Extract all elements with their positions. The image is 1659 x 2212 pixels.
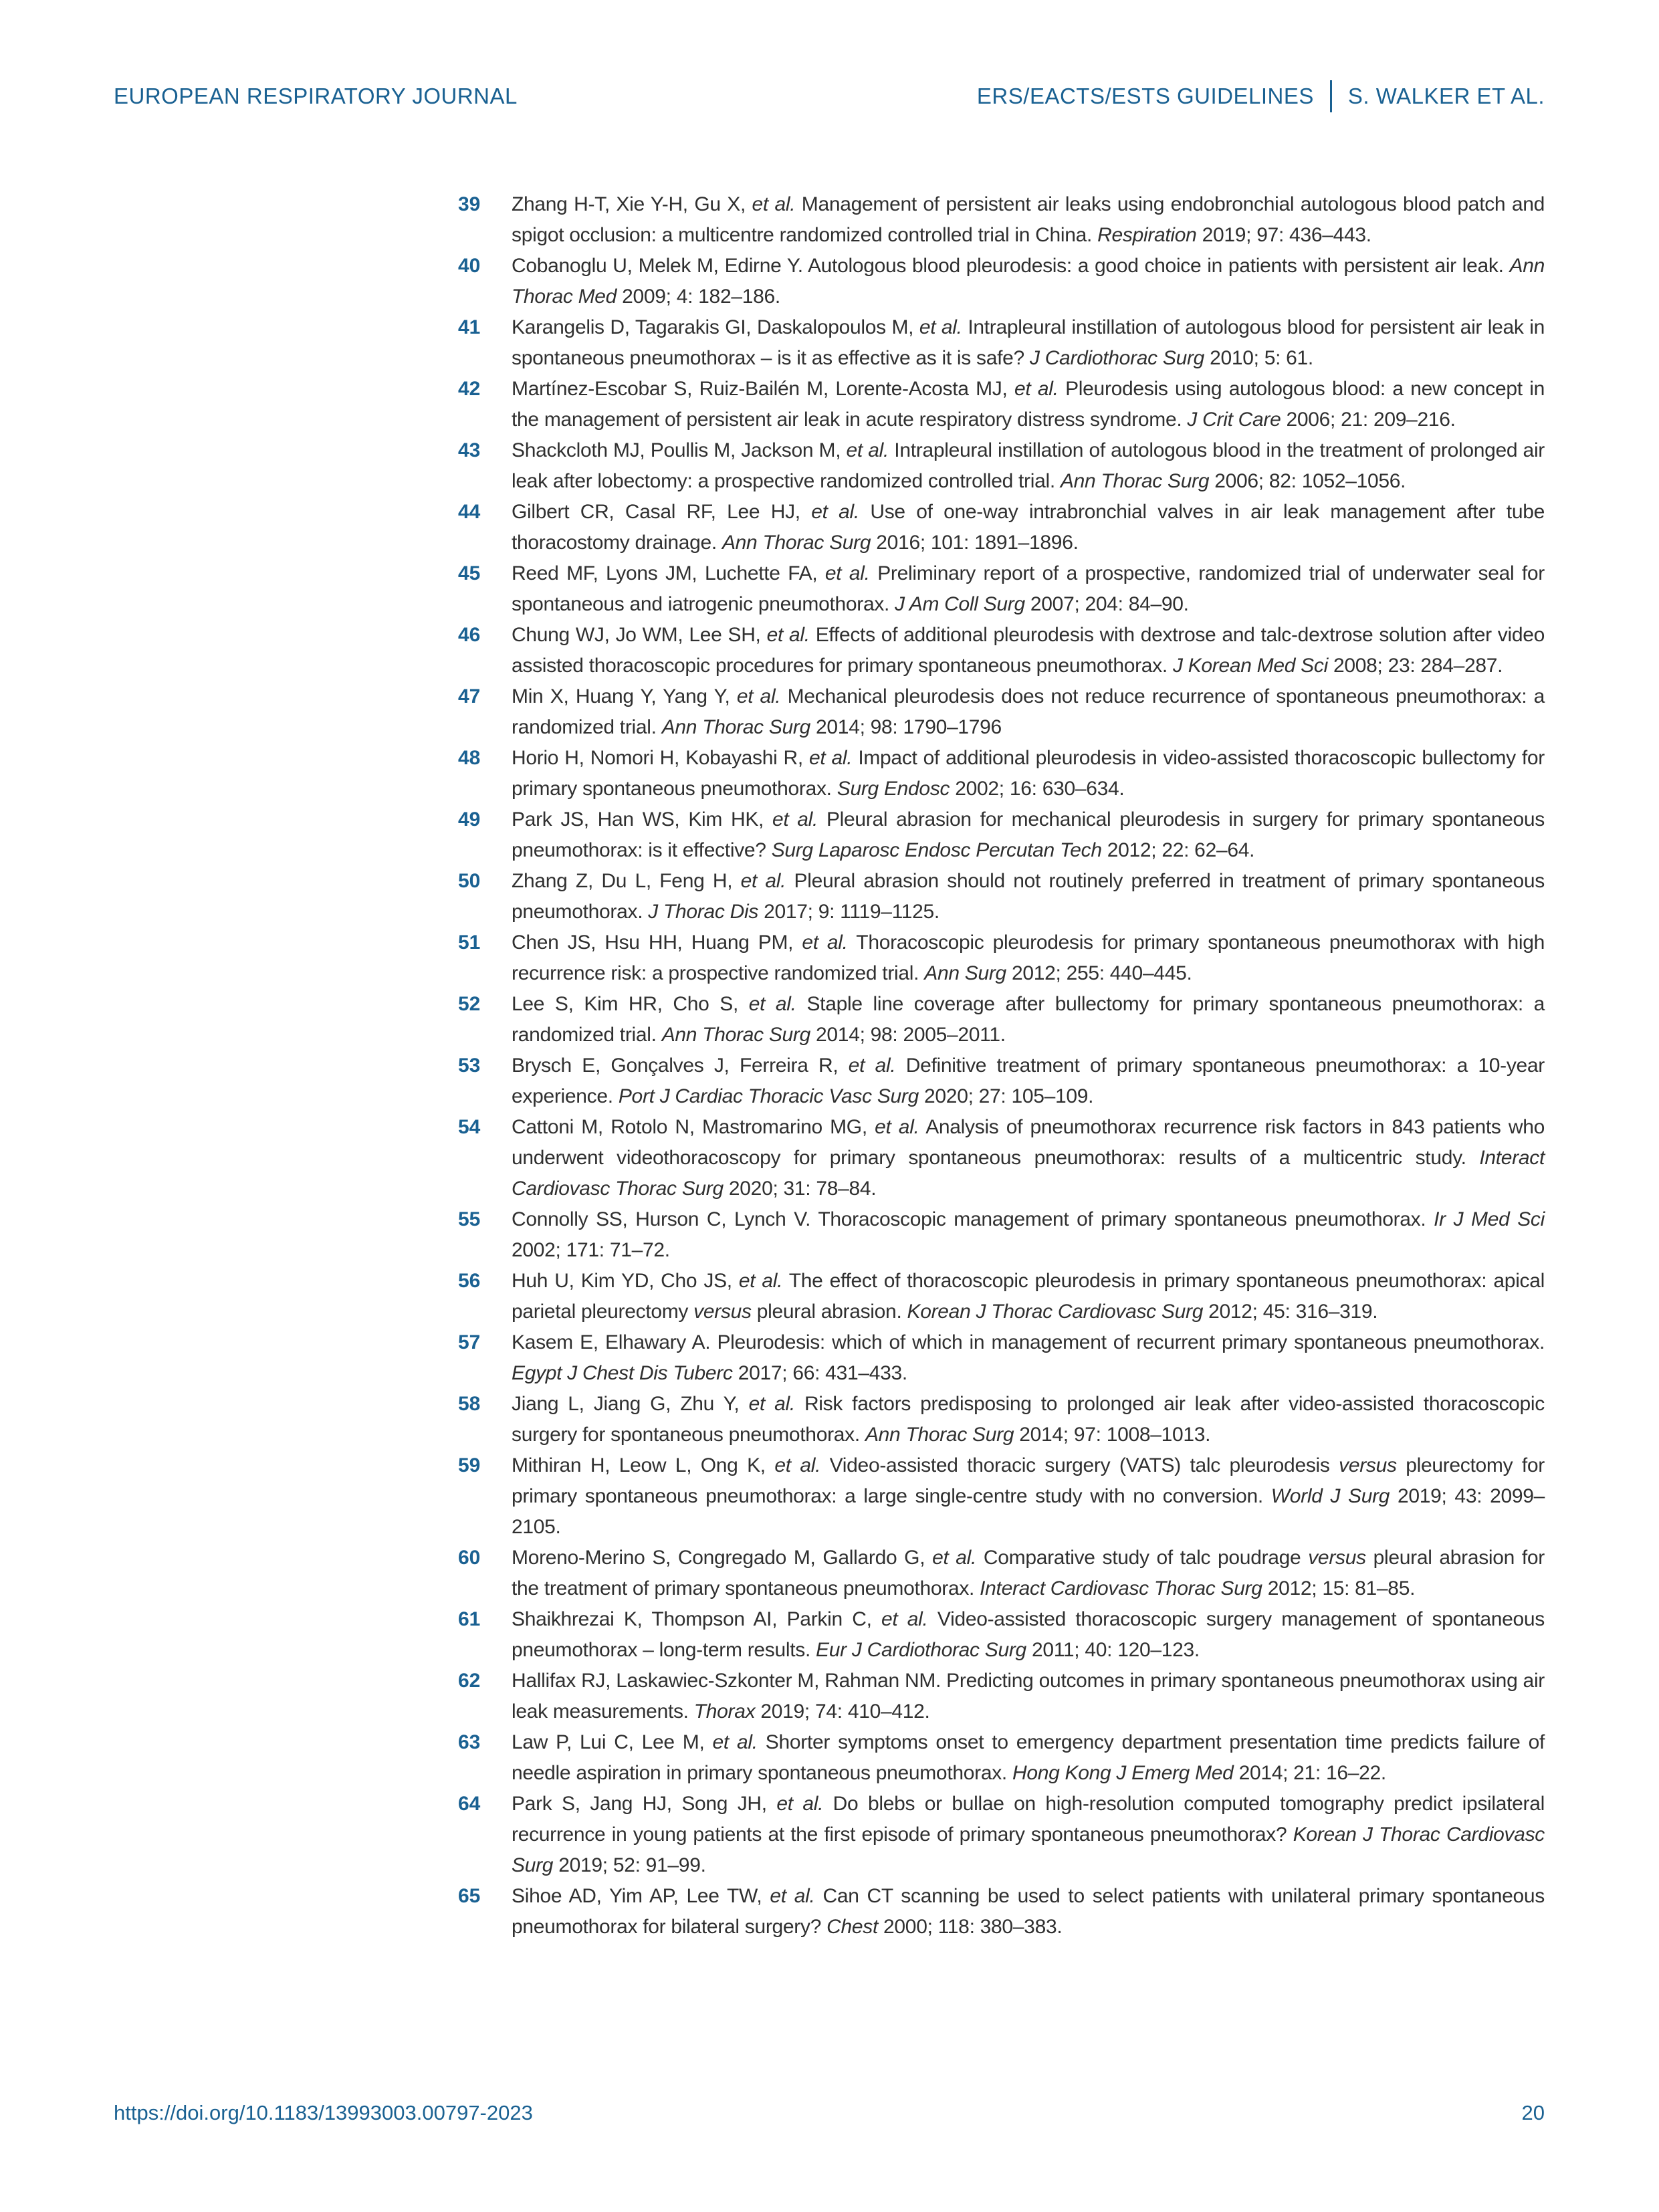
reference-text: Zhang Z, Du L, Feng H, et al. Pleural abrasion should not routinely preferred in treatment of primary spontaneous pneumothorax. J Thorac Dis 2017; 9: 1119–1125. [512,870,1545,923]
reference-number: 42 [458,378,481,400]
reference-text: Jiang L, Jiang G, Zhu Y, et al. Risk factors predisposing to prolonged air leak after video-assisted thoracoscopic surgery for spontaneous pneumothorax. Ann Thorac Surg 2014; 97: 1008–1013. [512,1393,1545,1446]
reference-number: 62 [458,1670,481,1692]
reference-text: Kasem E, Elhawary A. Pleurodesis: which of which in management of recurrent primary spontaneous pneumothorax. Egypt J Chest Dis Tuberc 2017; 66: 431–433. [512,1331,1545,1384]
reference-text: Brysch E, Gonçalves J, Ferreira R, et al. Definitive treatment of primary spontaneous pneumothorax: a 10-year experience. Port J Cardiac Thoracic Vasc Surg 2020; 27: 105–109. [512,1055,1545,1107]
reference-text: Min X, Huang Y, Yang Y, et al. Mechanical pleurodesis does not reduce recurrence of spontaneous pneumothorax: a randomized trial. Ann Thorac Surg 2014; 98: 1790–1796 [512,685,1545,738]
reference-item [458,1112,1545,1204]
reference-number: 63 [458,1731,481,1753]
reference-item [458,189,1545,251]
page-footer [114,2101,1545,2125]
reference-text: Park JS, Han WS, Kim HK, et al. Pleural abrasion for mechanical pleurodesis in surgery for primary spontaneous pneumothorax: is it effective? Surg Laparosc Endosc Percutan Tech 2012; 22: 62–64. [512,808,1545,861]
reference-number: 61 [458,1608,481,1630]
reference-text: Martínez-Escobar S, Ruiz-Bailén M, Lorente-Acosta MJ, et al. Pleurodesis using autologous blood: a new concept in the management of persistent air leak in acute respiratory distress syndrome. J Crit Care 2006; 21: 209–216. [512,378,1545,431]
reference-item [458,497,1545,558]
reference-number: 60 [458,1547,481,1569]
reference-number: 57 [458,1331,481,1353]
reference-item [458,435,1545,497]
reference-number: 65 [458,1885,481,1907]
reference-item [458,743,1545,804]
reference-number: 50 [458,870,481,892]
reference-text: Cobanoglu U, Melek M, Edirne Y. Autologous blood pleurodesis: a good choice in patients with persistent air leak. Ann Thorac Med 2009; 4: 182–186. [512,255,1545,308]
reference-text: Shackcloth MJ, Poullis M, Jackson M, et al. Intrapleural instillation of autologous blood in the treatment of prolonged air leak after lobectomy: a prospective randomized controlled trial. Ann Thorac Surg 2006; 82: 1052–1056. [512,439,1545,492]
reference-item [458,1604,1545,1666]
reference-item [458,927,1545,989]
reference-text: Reed MF, Lyons JM, Luchette FA, et al. Preliminary report of a prospective, randomized trial of underwater seal for spontaneous and iatrogenic pneumothorax. J Am Coll Surg 2007; 204: 84–90. [512,562,1545,615]
reference-number: 64 [458,1793,481,1815]
reference-number: 54 [458,1116,481,1138]
reference-number: 48 [458,747,481,769]
header-right [977,80,1545,112]
reference-text: Chen JS, Hsu HH, Huang PM, et al. Thoracoscopic pleurodesis for primary spontaneous pneumothorax with high recurrence risk: a prospective randomized trial. Ann Surg 2012; 255: 440–445. [512,931,1545,984]
reference-text: Connolly SS, Hurson C, Lynch V. Thoracoscopic management of primary spontaneous pneumothorax. Ir J Med Sci 2002; 171: 71–72. [512,1208,1545,1261]
reference-text: Zhang H-T, Xie Y-H, Gu X, et al. Management of persistent air leaks using endobronchial autologous blood patch and spigot occlusion: a multicentre randomized controlled trial in China. Respiration 2019; 97: 436–443. [512,193,1545,246]
reference-number: 53 [458,1055,481,1077]
reference-number: 59 [458,1454,481,1476]
reference-item [458,558,1545,620]
reference-number: 41 [458,316,481,338]
journal-name: EUROPEAN RESPIRATORY JOURNAL [114,84,518,108]
reference-item [458,1327,1545,1389]
reference-text: Sihoe AD, Yim AP, Lee TW, et al. Can CT scanning be used to select patients with unilateral primary spontaneous pneumothorax for bilateral surgery? Chest 2000; 118: 380–383. [512,1885,1545,1938]
reference-text: Gilbert CR, Casal RF, Lee HJ, et al. Use of one-way intrabronchial valves in air leak management after tube thoracostomy drainage. Ann Thorac Surg 2016; 101: 1891–1896. [512,501,1545,554]
reference-text: Hallifax RJ, Laskawiec-Szkonter M, Rahman NM. Predicting outcomes in primary spontaneous pneumothorax using air leak measurements. Thorax 2019; 74: 410–412. [512,1670,1545,1723]
reference-number: 52 [458,993,481,1015]
reference-list [458,189,1545,1943]
reference-item [458,1266,1545,1327]
reference-text: Law P, Lui C, Lee M, et al. Shorter symptoms onset to emergency department presentation time predicts failure of needle aspiration in primary spontaneous pneumothorax. Hong Kong J Emerg Med 2014; 21: 16–22. [512,1731,1545,1784]
header-section-label: ERS/EACTS/ESTS GUIDELINES [976,84,1314,108]
reference-item [458,1727,1545,1789]
reference-text: Park S, Jang HJ, Song JH, et al. Do blebs or bullae on high-resolution computed tomography predict ipsilateral recurrence in young patients at the first episode of primary spontaneous pneumothorax? Korean J Thorac Cardiovasc Surg 2019; 52: 91–99. [512,1793,1545,1876]
reference-item [458,1789,1545,1881]
reference-item [458,620,1545,681]
page-number: 20 [1521,2101,1545,2124]
reference-text: Lee S, Kim HR, Cho S, et al. Staple line coverage after bullectomy for primary spontaneous pneumothorax: a randomized trial. Ann Thorac Surg 2014; 98: 2005–2011. [512,993,1545,1046]
reference-text: Moreno-Merino S, Congregado M, Gallardo G, et al. Comparative study of talc poudrage versus pleural abrasion for the treatment of primary spontaneous pneumothorax. Interact Cardiovasc Thorac Surg 2012; 15: 81–85. [512,1547,1545,1599]
reference-item [458,866,1545,927]
reference-number: 39 [458,193,481,215]
reference-text: Cattoni M, Rotolo N, Mastromarino MG, et al. Analysis of pneumothorax recurrence risk factors in 843 patients who underwent videothoracoscopy for primary spontaneous pneumothorax: results of a multicentric study. Interact Cardiovasc Thorac Surg 2020; 31: 78–84. [512,1116,1545,1200]
reference-item [458,1666,1545,1727]
reference-item [458,681,1545,743]
reference-number: 46 [458,624,481,646]
reference-number: 40 [458,255,481,277]
reference-number: 49 [458,808,481,831]
reference-item [458,989,1545,1050]
reference-item [458,1050,1545,1112]
reference-number: 47 [458,685,481,707]
reference-item [458,251,1545,312]
reference-text: Huh U, Kim YD, Cho JS, et al. The effect of thoracoscopic pleurodesis in primary spontaneous pneumothorax: apical parietal pleurectomy versus pleural abrasion. Korean J Thorac Cardiovasc Surg 2012; 45: 316–319. [512,1270,1545,1323]
doi-link[interactable]: https://doi.org/10.1183/13993003.00797-2023 [114,2101,533,2124]
reference-number: 51 [458,931,481,954]
reference-text: Shaikhrezai K, Thompson AI, Parkin C, et al. Video-assisted thoracoscopic surgery management of spontaneous pneumothorax – long-term results. Eur J Cardiothorac Surg 2011; 40: 120–123. [512,1608,1545,1661]
reference-number: 45 [458,562,481,584]
reference-text: Chung WJ, Jo WM, Lee SH, et al. Effects of additional pleurodesis with dextrose and talc-dextrose solution after video assisted thoracoscopic procedures for primary spontaneous pneumothorax. J Korean Med Sci 2008; 23: 284–287. [512,624,1545,677]
reference-item [458,1389,1545,1450]
reference-text: Horio H, Nomori H, Kobayashi R, et al. Impact of additional pleurodesis in video-assisted thoracoscopic bullectomy for primary spontaneous pneumothorax. Surg Endosc 2002; 16: 630–634. [512,747,1545,800]
header-divider [1330,80,1332,112]
reference-number: 56 [458,1270,481,1292]
reference-number: 55 [458,1208,481,1230]
reference-item [458,312,1545,374]
reference-number: 58 [458,1393,481,1415]
page-header [114,80,1545,112]
reference-text: Mithiran H, Leow L, Ong K, et al. Video-assisted thoracic surgery (VATS) talc pleurodesis versus pleurectomy for primary spontaneous pneumothorax: a large single-centre study with no conversion. World J Surg 2019; 43: 2099–2105. [512,1454,1545,1538]
reference-item [458,1881,1545,1943]
reference-item [458,1543,1545,1604]
reference-text: Karangelis D, Tagarakis GI, Daskalopoulos M, et al. Intrapleural instillation of autologous blood for persistent air leak in spontaneous pneumothorax – is it as effective as it is safe? J Cardiothorac Surg 2010; 5: 61. [512,316,1545,369]
reference-item [458,804,1545,866]
header-authors: S. WALKER ET AL. [1347,84,1545,108]
reference-item [458,374,1545,435]
reference-item [458,1204,1545,1266]
reference-number: 43 [458,439,481,461]
reference-item [458,1450,1545,1543]
reference-number: 44 [458,501,481,523]
